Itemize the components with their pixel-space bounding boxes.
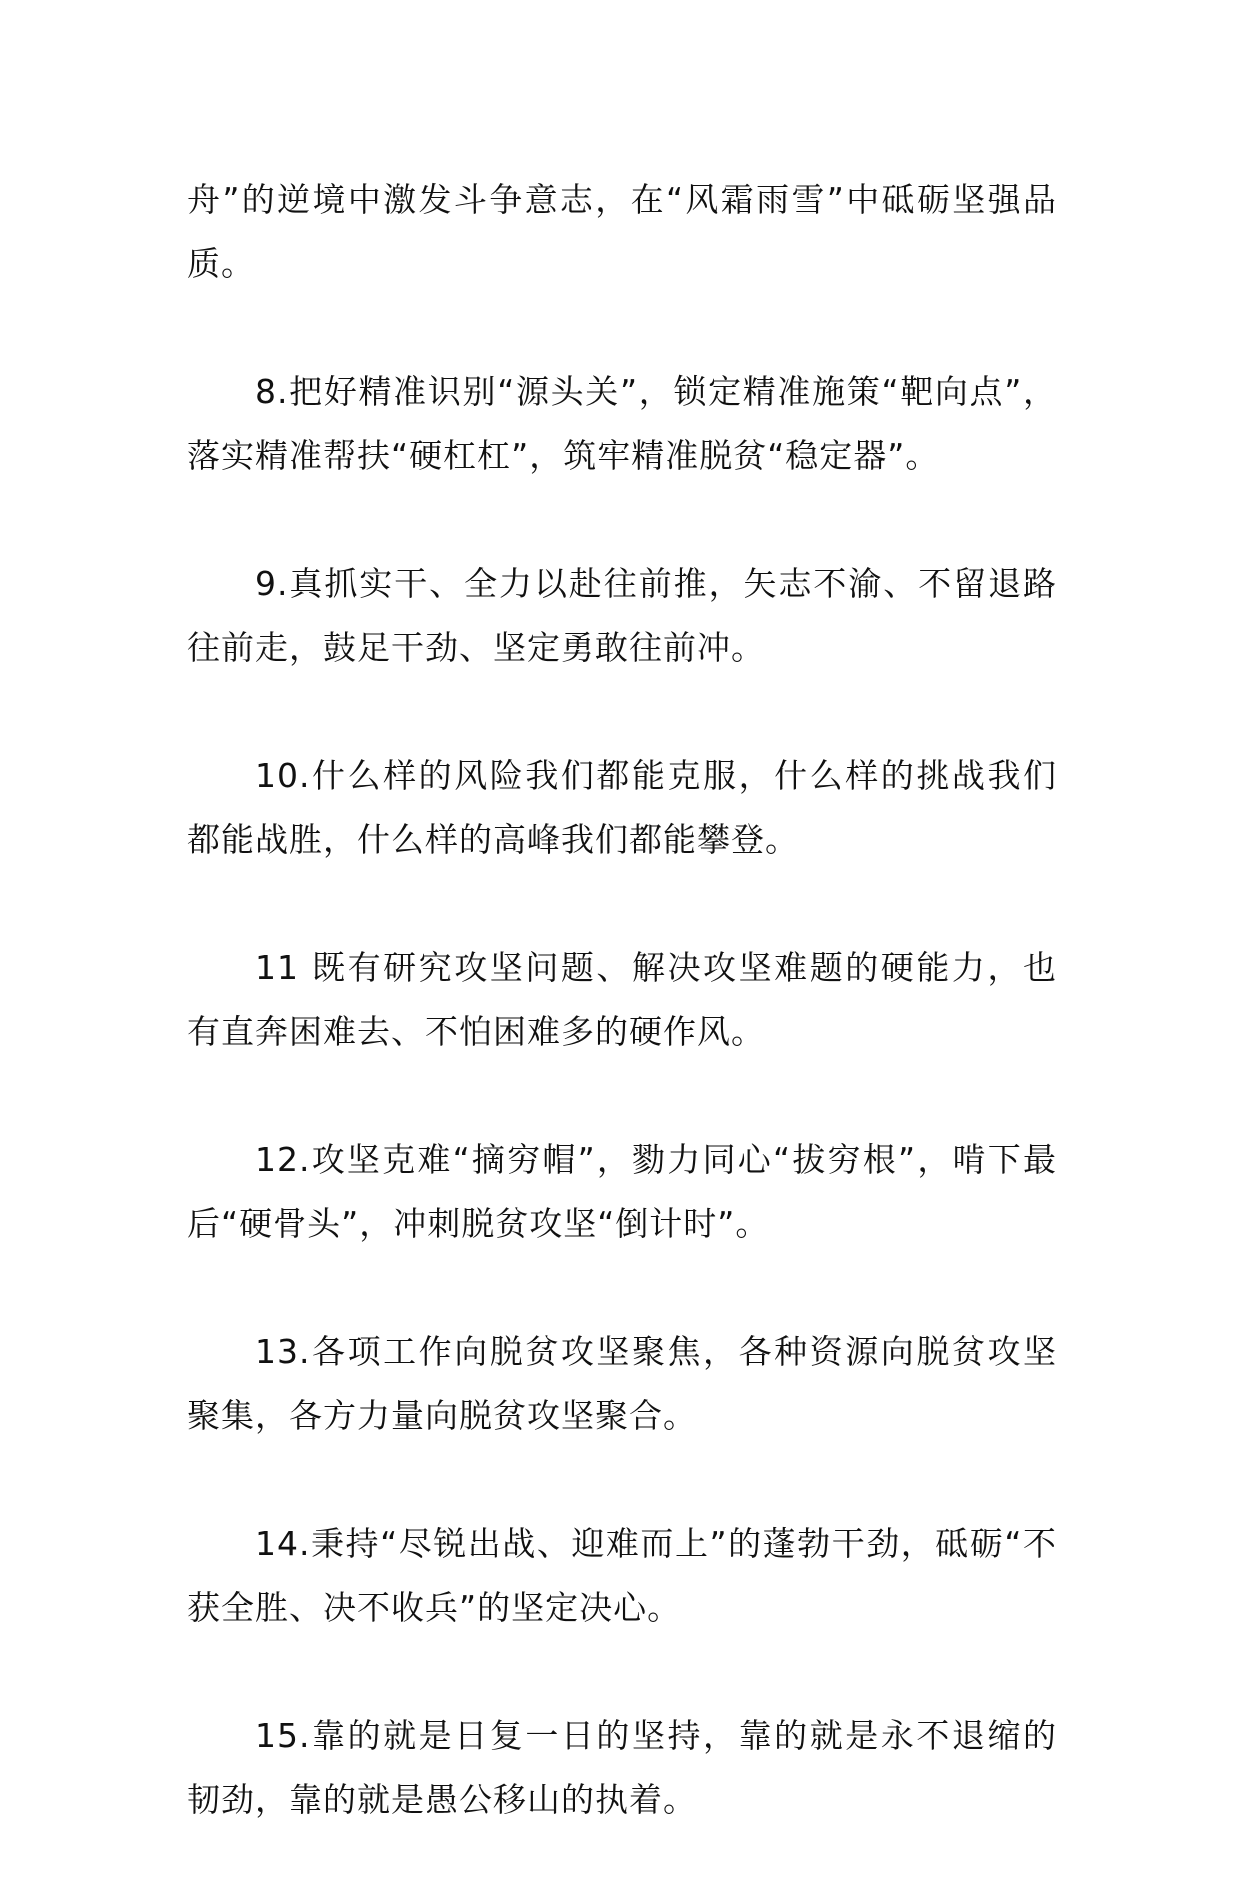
paragraph-item-9: 9.真抓实干、全力以赴往前推，矢志不渝、不留退路往前走，鼓足干劲、坚定勇敢往前冲。 xyxy=(187,564,1057,667)
paragraph-item-12: 12.攻坚克难“摘穷帽”，勠力同心“拔穷根”，啃下最后“硬骨头”，冲刺脱贫攻坚“倒计时”。 xyxy=(187,1140,1057,1243)
paragraph-item-10: 10.什么样的风险我们都能克服，什么样的挑战我们都能战胜，什么样的高峰我们都能攀登。 xyxy=(187,756,1057,859)
document-body xyxy=(187,168,1057,1896)
paragraph-item-15: 15.靠的就是日复一日的坚持，靠的就是永不退缩的韧劲，靠的就是愚公移山的执着。 xyxy=(187,1716,1057,1819)
paragraph-item-14: 14.秉持“尽锐出战、迎难而上”的蓬勃干劲，砥砺“不获全胜、决不收兵”的坚定决心。 xyxy=(187,1524,1057,1627)
paragraph-continuation: 舟”的逆境中激发斗争意志，在“风霜雨雪”中砥砺坚强品质。 xyxy=(187,180,1057,283)
paragraph-item-13: 13.各项工作向脱贫攻坚聚焦，各种资源向脱贫攻坚聚集，各方力量向脱贫攻坚聚合。 xyxy=(187,1332,1057,1435)
paragraph-item-11: 11 既有研究攻坚问题、解决攻坚难题的硬能力，也有直奔困难去、不怕困难多的硬作风。 xyxy=(187,948,1057,1051)
paragraph-item-8: 8.把好精准识别“源头关”，锁定精准施策“靶向点”，落实精准帮扶“硬杠杠”，筑牢精准脱贫“稳定器”。 xyxy=(187,372,1057,475)
